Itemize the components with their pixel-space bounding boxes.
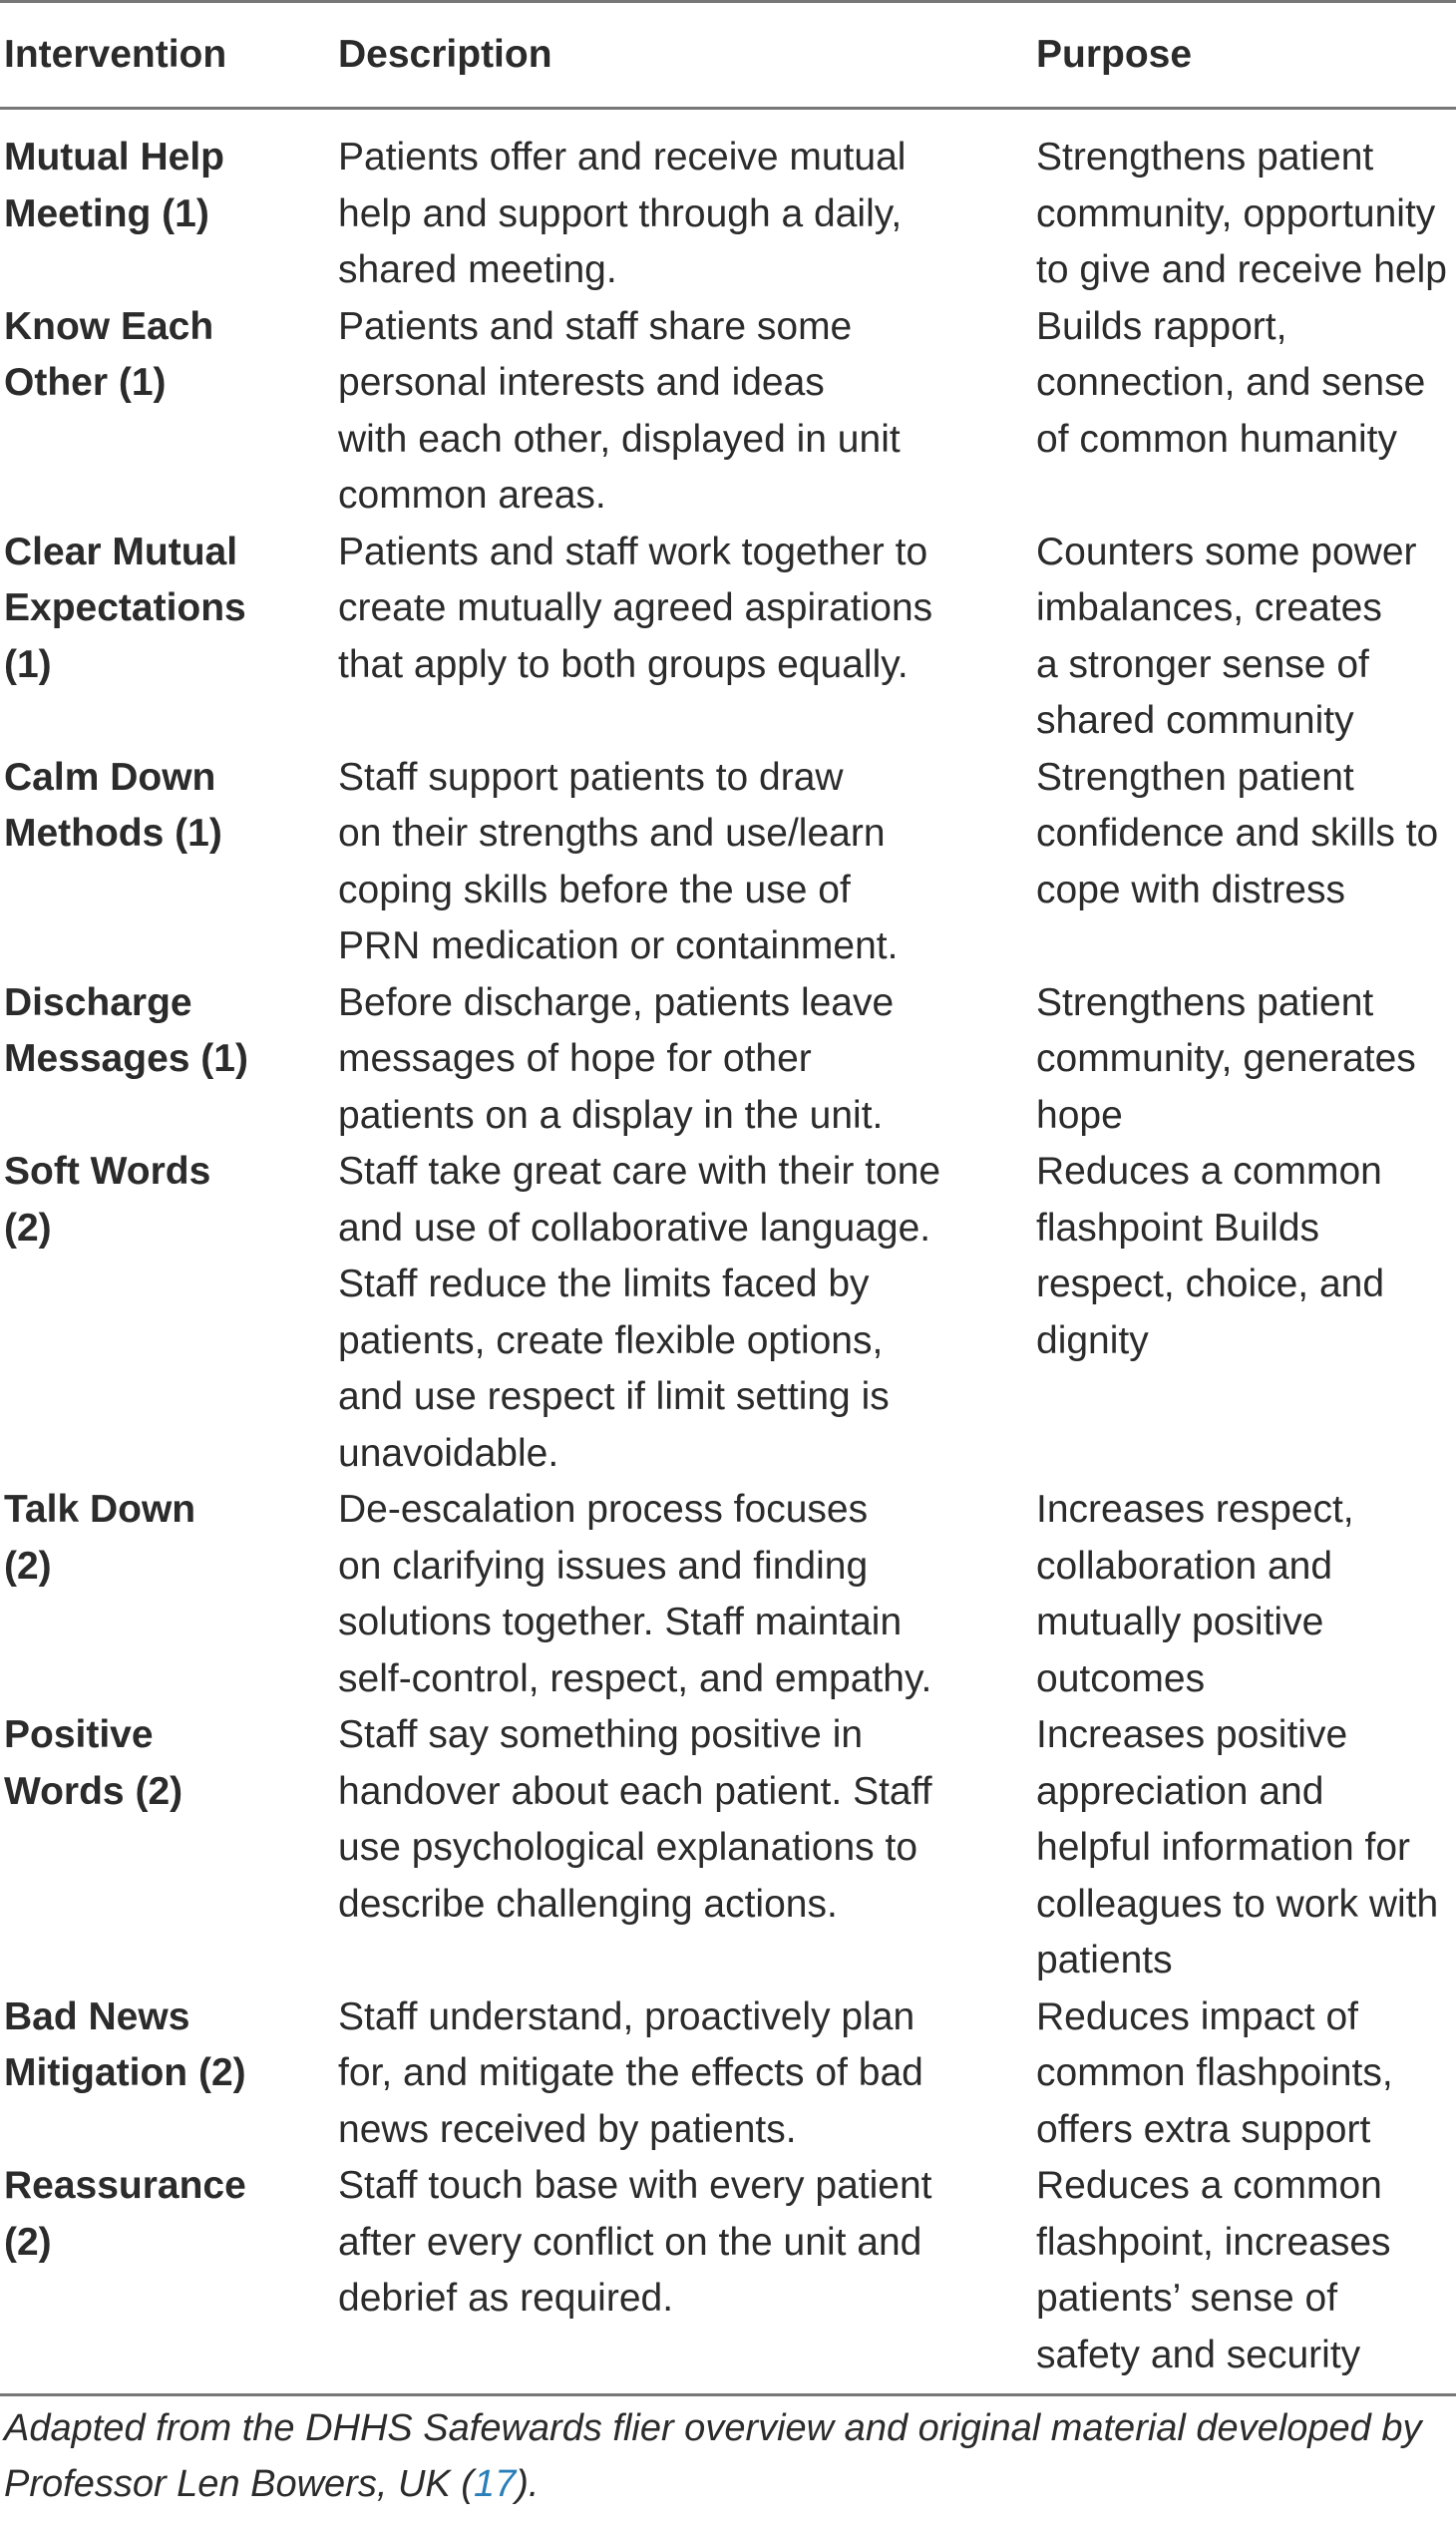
intervention-cell [0, 525, 334, 750]
description-line: patients on a display in the unit. [338, 1093, 884, 1137]
intervention-line: Mutual Help [4, 136, 224, 179]
purpose-line: collaboration and [1036, 1544, 1333, 1588]
intervention-line: Bad News [4, 1994, 190, 2038]
description-line: after every conflict on the unit and [338, 2220, 922, 2264]
purpose-line: Strengthens patient [1036, 980, 1374, 1024]
purpose-line: Reduces a common [1036, 2164, 1382, 2207]
description-line: coping skills before the use of [338, 868, 851, 911]
purpose-cell [1032, 975, 1456, 1145]
table-row [0, 1482, 1456, 1707]
description-cell [334, 2158, 1032, 2395]
purpose-line: flashpoint Builds [1036, 1206, 1320, 1250]
purpose-line: imbalances, creates [1036, 586, 1382, 629]
intervention-cell [0, 1482, 334, 1707]
purpose-line: mutually positive [1036, 1601, 1324, 1643]
intervention-line: Meeting (1) [4, 191, 209, 235]
description-cell [334, 109, 1032, 299]
description-line: Staff touch base with every patient [338, 2164, 932, 2207]
intervention-line: Reassurance [4, 2164, 246, 2207]
footnote-line-2-suffix: ). [516, 2463, 540, 2505]
purpose-line: respect, choice, and [1036, 1262, 1385, 1305]
description-line: and use respect if limit setting is [338, 1375, 890, 1418]
intervention-line: (2) [4, 2220, 52, 2264]
purpose-cell [1032, 2158, 1456, 2395]
intervention-line: (2) [4, 1544, 52, 1588]
intervention-line: (2) [4, 1206, 52, 1250]
purpose-line: appreciation and [1036, 1769, 1324, 1813]
intervention-line: Talk Down [4, 1488, 196, 1531]
footnote-line-1: Adapted from the DHHS Safewards flier overview and original material developed by [4, 2407, 1422, 2449]
description-line: debrief as required. [338, 2277, 674, 2320]
description-line: create mutually agreed aspirations [338, 586, 933, 629]
description-line: Staff say something positive in [338, 1713, 864, 1756]
description-line: news received by patients. [338, 2107, 797, 2151]
purpose-line: Strengthens patient [1036, 136, 1374, 179]
purpose-line: cope with distress [1036, 868, 1345, 911]
description-line: shared meeting. [338, 248, 617, 291]
table-header [0, 2, 1456, 109]
description-line: Staff support patients to draw [338, 755, 844, 799]
intervention-cell [0, 1989, 334, 2159]
description-cell [334, 1707, 1032, 1989]
purpose-line: helpful information for [1036, 1826, 1411, 1869]
table-row [0, 299, 1456, 525]
intervention-line: Methods (1) [4, 812, 222, 855]
description-line: unavoidable. [338, 1431, 559, 1475]
description-line: for, and mitigate the effects of bad [338, 2051, 923, 2094]
intervention-cell [0, 2158, 334, 2395]
description-line: personal interests and ideas [338, 361, 825, 404]
description-line: self-control, respect, and empathy. [338, 1656, 932, 1700]
intervention-line: Calm Down [4, 755, 216, 799]
description-line: help and support through a daily, [338, 191, 903, 235]
intervention-line: Know Each [4, 304, 214, 348]
purpose-line: a stronger sense of [1036, 642, 1369, 686]
description-line: use psychological explanations to [338, 1826, 918, 1869]
purpose-line: Reduces impact of [1036, 1994, 1358, 2038]
purpose-line: hope [1036, 1093, 1123, 1137]
intervention-cell [0, 1144, 334, 1482]
purpose-line: to give and receive help [1036, 248, 1447, 291]
intervention-line: Expectations [4, 586, 246, 629]
intervention-cell [0, 1707, 334, 1989]
intervention-line: Messages (1) [4, 1037, 248, 1080]
intervention-line: (1) [4, 642, 52, 686]
table-row [0, 2158, 1456, 2395]
footnote [0, 2395, 1456, 2513]
purpose-cell [1032, 1989, 1456, 2159]
purpose-line: Strengthen patient [1036, 755, 1354, 799]
table-row [0, 1707, 1456, 1989]
description-line: patients, create flexible options, [338, 1318, 884, 1362]
purpose-line: Reduces a common [1036, 1150, 1382, 1193]
purpose-cell [1032, 750, 1456, 975]
purpose-line: offers extra support [1036, 2107, 1371, 2151]
purpose-line: outcomes [1036, 1656, 1206, 1700]
description-line: PRN medication or containment. [338, 924, 899, 967]
purpose-cell [1032, 525, 1456, 750]
intervention-line: Words (2) [4, 1769, 183, 1813]
purpose-cell [1032, 1144, 1456, 1482]
header-purpose: Purpose [1032, 2, 1456, 109]
description-line: Patients offer and receive mutual [338, 136, 907, 179]
purpose-line: patients [1036, 1939, 1173, 1982]
description-line: and use of collaborative language. [338, 1206, 931, 1250]
purpose-line: common flashpoints, [1036, 2051, 1393, 2094]
purpose-line: connection, and sense [1036, 361, 1426, 404]
intervention-line: Other (1) [4, 361, 167, 404]
footnote-line-2-prefix: Professor Len Bowers, UK ( [4, 2463, 474, 2505]
header-intervention: Intervention [0, 2, 334, 109]
header-description: Description [334, 2, 1032, 109]
purpose-line: dignity [1036, 1318, 1149, 1362]
description-line: Patients and staff work together to [338, 530, 928, 573]
purpose-line: community, generates [1036, 1037, 1416, 1080]
description-line: on their strengths and use/learn [338, 812, 886, 855]
purpose-line: community, opportunity [1036, 191, 1436, 235]
table-row [0, 1144, 1456, 1482]
description-line: describe challenging actions. [338, 1882, 838, 1926]
description-cell [334, 1482, 1032, 1707]
description-cell [334, 1144, 1032, 1482]
description-line: Staff understand, proactively plan [338, 1994, 915, 2038]
table-row [0, 525, 1456, 750]
purpose-line: confidence and skills to [1036, 812, 1439, 855]
table-body [0, 109, 1456, 2395]
purpose-line: colleagues to work with [1036, 1882, 1439, 1926]
intervention-line: Mitigation (2) [4, 2051, 246, 2094]
description-line: on clarifying issues and finding [338, 1544, 869, 1588]
description-cell [334, 750, 1032, 975]
intervention-cell [0, 299, 334, 525]
description-line: that apply to both groups equally. [338, 642, 909, 686]
table-row [0, 109, 1456, 299]
purpose-line: patients’ sense of [1036, 2277, 1338, 2320]
header-row [0, 2, 1456, 109]
intervention-cell [0, 109, 334, 299]
description-line: Staff reduce the limits faced by [338, 1262, 870, 1305]
description-cell [334, 1989, 1032, 2159]
footnote-row [0, 2395, 1456, 2513]
description-line: handover about each patient. Staff [338, 1769, 932, 1813]
description-line: Patients and staff share some [338, 304, 853, 348]
intervention-line: Clear Mutual [4, 530, 238, 573]
purpose-cell [1032, 299, 1456, 525]
description-line: solutions together. Staff maintain [338, 1601, 903, 1643]
purpose-line: Increases positive [1036, 1713, 1348, 1756]
purpose-line: of common humanity [1036, 417, 1397, 461]
purpose-line: Builds rapport, [1036, 304, 1287, 348]
purpose-cell [1032, 1707, 1456, 1989]
description-line: De-escalation process focuses [338, 1488, 869, 1531]
purpose-line: Increases respect, [1036, 1488, 1354, 1531]
purpose-line: shared community [1036, 699, 1354, 742]
intervention-line: Discharge [4, 980, 192, 1024]
intervention-cell [0, 975, 334, 1145]
purpose-line: safety and security [1036, 2333, 1361, 2376]
table-footer [0, 2395, 1456, 2513]
table-row [0, 750, 1456, 975]
purpose-cell [1032, 109, 1456, 299]
description-cell [334, 975, 1032, 1145]
description-line: messages of hope for other [338, 1037, 812, 1080]
purpose-line: Counters some power [1036, 530, 1417, 573]
purpose-line: flashpoint, increases [1036, 2220, 1391, 2264]
description-cell [334, 299, 1032, 525]
description-line: Before discharge, patients leave [338, 980, 895, 1024]
description-cell [334, 525, 1032, 750]
intervention-cell [0, 750, 334, 975]
table-row [0, 975, 1456, 1145]
intervention-line: Positive [4, 1713, 154, 1756]
table-row [0, 1989, 1456, 2159]
intervention-line: Soft Words [4, 1150, 211, 1193]
purpose-cell [1032, 1482, 1456, 1707]
description-line: with each other, displayed in unit [338, 417, 901, 461]
reference-link[interactable]: 17 [473, 2463, 517, 2505]
description-line: Staff take great care with their tone [338, 1150, 941, 1193]
description-line: common areas. [338, 474, 606, 517]
